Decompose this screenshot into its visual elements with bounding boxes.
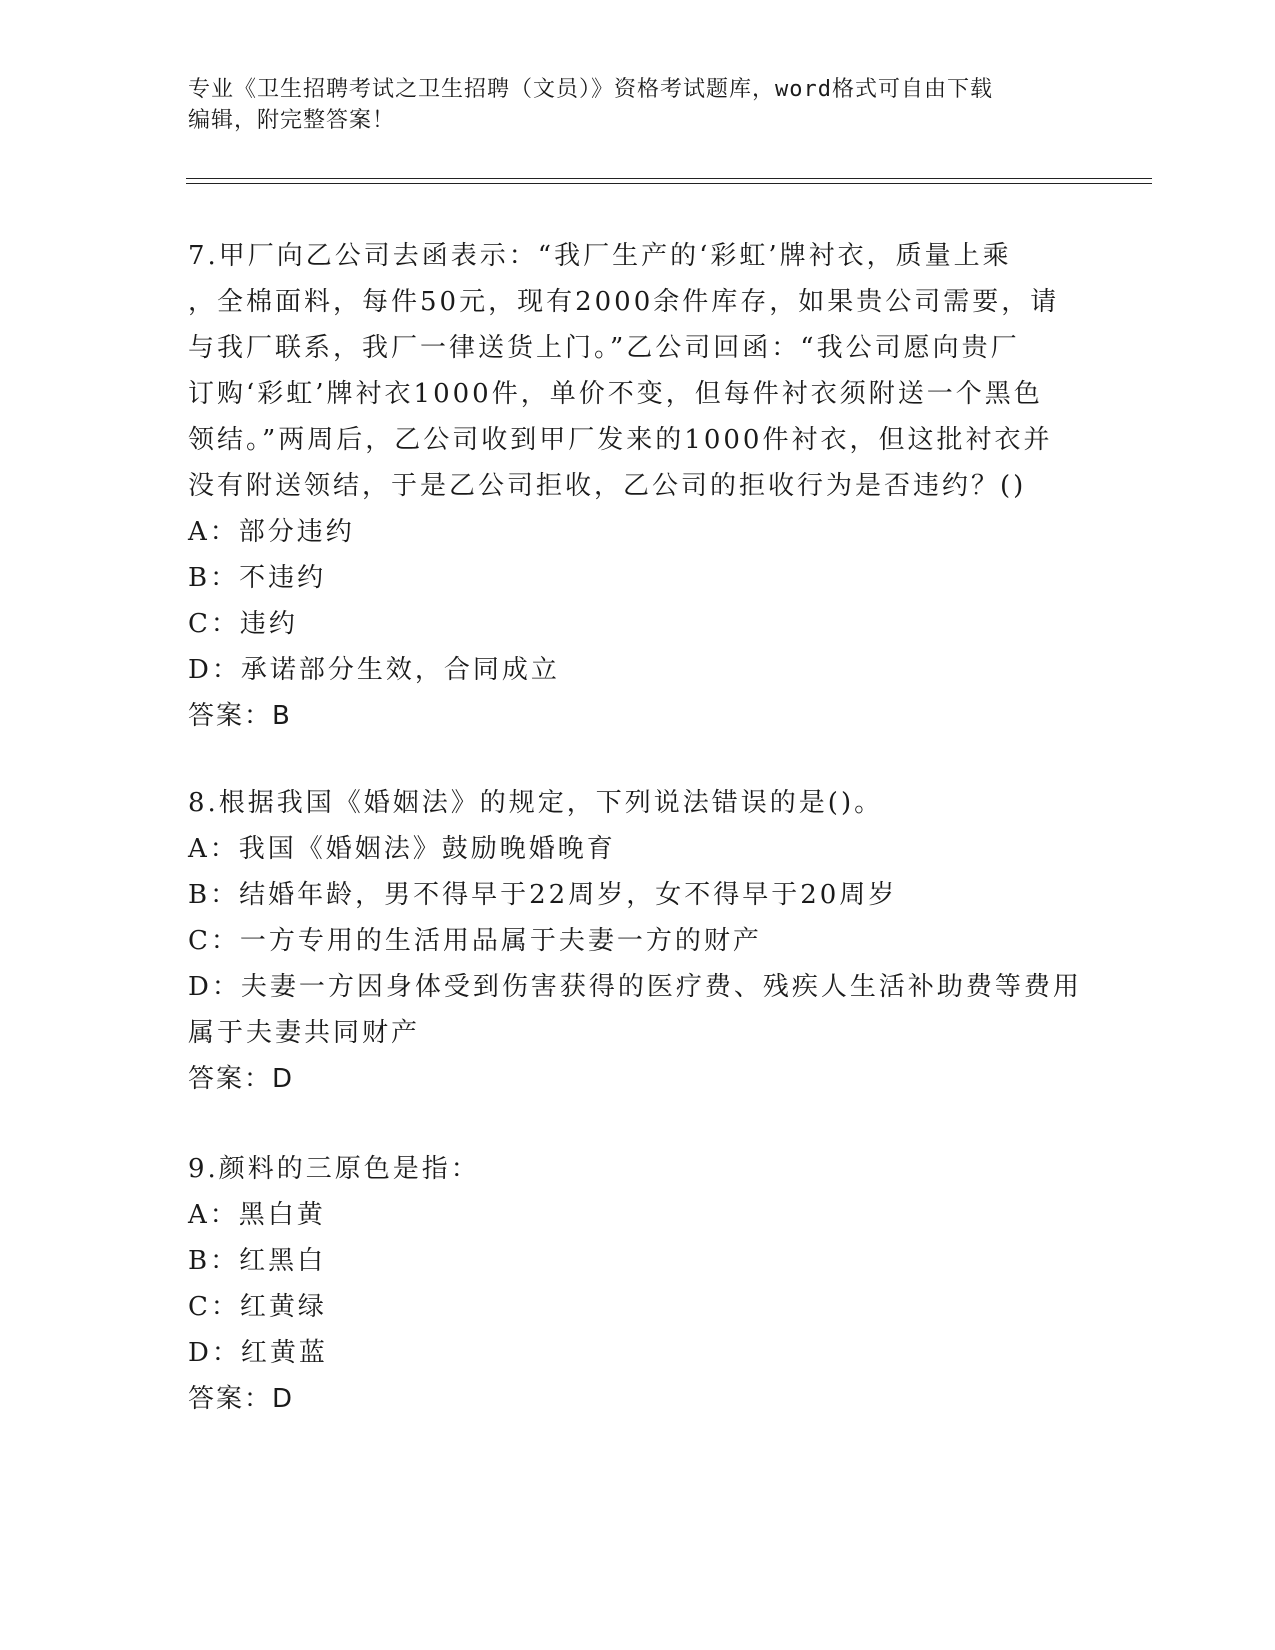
option-d: D：红黄蓝 (188, 1338, 328, 1368)
question-8 (188, 780, 1088, 1102)
header-divider-top (186, 178, 1152, 179)
question-stem-line: 8.根据我国《婚姻法》的规定，下列说法错误的是()。 (188, 788, 884, 818)
option-c: C：违约 (188, 609, 298, 639)
header-line-2: 编辑，附完整答案！ (188, 108, 396, 133)
question-stem-line: 订购‘彩虹’牌衬衣1000件，单价不变，但每件衬衣须附送一个黑色 (188, 379, 1043, 409)
question-stem-line: ，全棉面料，每件50元，现有2000余件库存，如果贵公司需要，请 (188, 287, 1060, 317)
header-line-1: 专业《卫生招聘考试之卫生招聘（文员）》资格考试题库，word格式可自由下载 (188, 77, 993, 102)
option-c: C：一方专用的生活用品属于夫妻一方的财产 (188, 926, 762, 956)
question-stem-line: 9.颜料的三原色是指： (188, 1154, 480, 1184)
header-divider-bottom (186, 183, 1152, 184)
option-b: B：不违约 (188, 563, 327, 593)
option-b: B：红黑白 (188, 1246, 327, 1276)
option-a: A：我国《婚姻法》鼓励晚婚晚育 (188, 834, 616, 864)
question-9 (188, 1146, 1088, 1422)
answer: 答案：D (188, 1384, 295, 1414)
option-b: B：结婚年龄，男不得早于22周岁，女不得早于20周岁 (188, 880, 898, 910)
option-d-continued: 属于夫妻共同财产 (188, 1018, 421, 1048)
answer: 答案：B (188, 701, 292, 731)
question-stem-line: 领结。”两周后，乙公司收到甲厂发来的1000件衬衣，但这批衬衣并 (188, 425, 1053, 455)
document-header (188, 74, 1088, 136)
option-a: A：部分违约 (188, 517, 355, 547)
option-d: D：承诺部分生效，合同成立 (188, 655, 560, 685)
option-c: C：红黄绿 (188, 1292, 327, 1322)
option-a: A：黑白黄 (188, 1200, 326, 1230)
option-d: D：夫妻一方因身体受到伤害获得的医疗费、残疾人生活补助费等费用 (188, 972, 1082, 1002)
question-stem-line: 与我厂联系，我厂一律送货上门。”乙公司回函：“我公司愿向贵厂 (188, 333, 1020, 363)
question-stem-line: 7.甲厂向乙公司去函表示：“我厂生产的‘彩虹’牌衬衣，质量上乘 (188, 241, 1012, 271)
question-stem-line: 没有附送领结，于是乙公司拒收，乙公司的拒收行为是否违约？() (188, 471, 1027, 501)
answer: 答案：D (188, 1064, 295, 1094)
question-7 (188, 233, 1088, 739)
